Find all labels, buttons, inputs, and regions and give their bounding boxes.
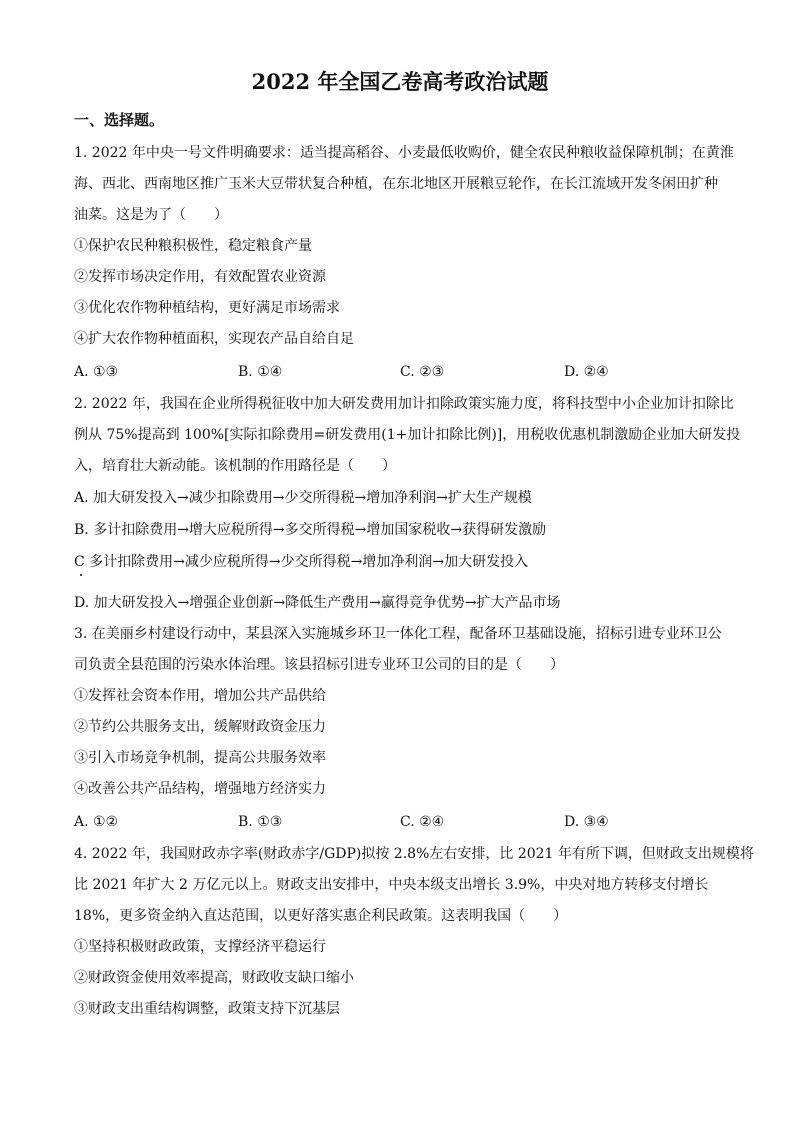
q2-choice-a: A. 加大研发投入→减少扣除费用→少交所得税→增加净利润→扩大生产规模 bbox=[74, 490, 532, 506]
q4-stem-line: 比 2021 年扩大 2 万亿元以上。财政支出安排中，中央本级支出增长 3.9%，中央对地方转移支付增长 bbox=[74, 877, 709, 893]
q3-choice-a: A. ①② bbox=[74, 814, 119, 830]
q1-item: ②发挥市场决定作用，有效配置农业资源 bbox=[74, 269, 326, 285]
q2-stem-line: 例从 75%提高到 100%[实际扣除费用=研发费用(1+加计扣除比例)]，用税收优惠机制激励企业加大研发投 bbox=[74, 427, 741, 443]
q3-item: ③引入市场竞争机制，提高公共服务效率 bbox=[74, 750, 326, 766]
q1-stem-line: 海、西北、西南地区推广玉米大豆带状复合种植，在东北地区开展粮豆轮作，在长江流域开发冬闲田扩种 bbox=[74, 176, 718, 192]
q1-item: ③优化农作物种植结构，更好满足市场需求 bbox=[74, 300, 340, 316]
q1-choice-a: A. ①③ bbox=[74, 364, 119, 380]
q4-stem-line: 4. 2022 年，我国财政赤字率(财政赤字/GDP)拟按 2.8%左右安排，比 2021 年有所下调，但财政支出规模将 bbox=[74, 846, 754, 862]
q3-choice-c: C. ②④ bbox=[400, 814, 445, 830]
stray-dot bbox=[80, 574, 82, 576]
q2-stem-line: 入，培育壮大新动能。该机制的作用路径是（ ） bbox=[74, 458, 396, 474]
q4-item: ②财政资金使用效率提高，财政收支缺口缩小 bbox=[74, 970, 354, 986]
q3-item: ①发挥社会资本作用，增加公共产品供给 bbox=[74, 688, 326, 704]
q3-choice-b: B. ①③ bbox=[238, 814, 283, 830]
q3-stem-line: 3. 在美丽乡村建设行动中，某县深入实施城乡环卫一体化工程，配备环卫基础设施，招标引进专业环卫公 bbox=[74, 626, 722, 642]
q1-choice-c: C. ②③ bbox=[400, 364, 445, 380]
q4-stem-line: 18%，更多资金纳入直达范围，以更好落实惠企利民政策。这表明我国（ ） bbox=[74, 908, 568, 924]
q1-stem-line: 1. 2022 年中央一号文件明确要求：适当提高稻谷、小麦最低收购价，健全农民种粮收益保障机制；在黄淮 bbox=[74, 145, 734, 161]
q3-item: ④改善公共产品结构，增强地方经济实力 bbox=[74, 781, 326, 797]
page-title: 2022 年全国乙卷高考政治试题 bbox=[251, 69, 549, 94]
q1-item: ④扩大农作物种植面积，实现农产品自给自足 bbox=[74, 331, 354, 347]
section-heading: 一、选择题。 bbox=[74, 111, 165, 129]
q3-stem-line: 司负责全县范围的污染水体治理。该县招标引进专业环卫公司的目的是（ ） bbox=[74, 657, 564, 673]
q2-choice-c: C 多计扣除费用→减少应税所得→少交所得税→增加净利润→加大研发投入 bbox=[74, 554, 529, 570]
q4-item: ③财政支出重结构调整，政策支持下沉基层 bbox=[74, 1001, 340, 1017]
q3-item: ②节约公共服务支出，缓解财政资金压力 bbox=[74, 719, 326, 735]
q2-choice-b: B. 多计扣除费用→增大应税所得→多交所得税→增加国家税收→获得研发激励 bbox=[74, 522, 547, 538]
q1-item: ①保护农民种粮积极性，稳定粮食产量 bbox=[74, 238, 312, 254]
q1-choice-d: D. ②④ bbox=[564, 364, 609, 380]
q4-item: ①坚持积极财政政策，支撑经济平稳运行 bbox=[74, 939, 326, 955]
q2-choice-d: D. 加大研发投入→增强企业创新→降低生产费用→赢得竞争优势→扩大产品市场 bbox=[74, 595, 561, 611]
q1-choice-b: B. ①④ bbox=[238, 364, 283, 380]
q1-stem-line: 油菜。这是为了（ ） bbox=[74, 207, 228, 223]
q3-choice-d: D. ③④ bbox=[564, 814, 609, 830]
q2-stem-line: 2. 2022 年，我国在企业所得税征收中加大研发费用加计扣除政策实施力度，将科技型中小企业加计扣除比 bbox=[74, 396, 734, 412]
